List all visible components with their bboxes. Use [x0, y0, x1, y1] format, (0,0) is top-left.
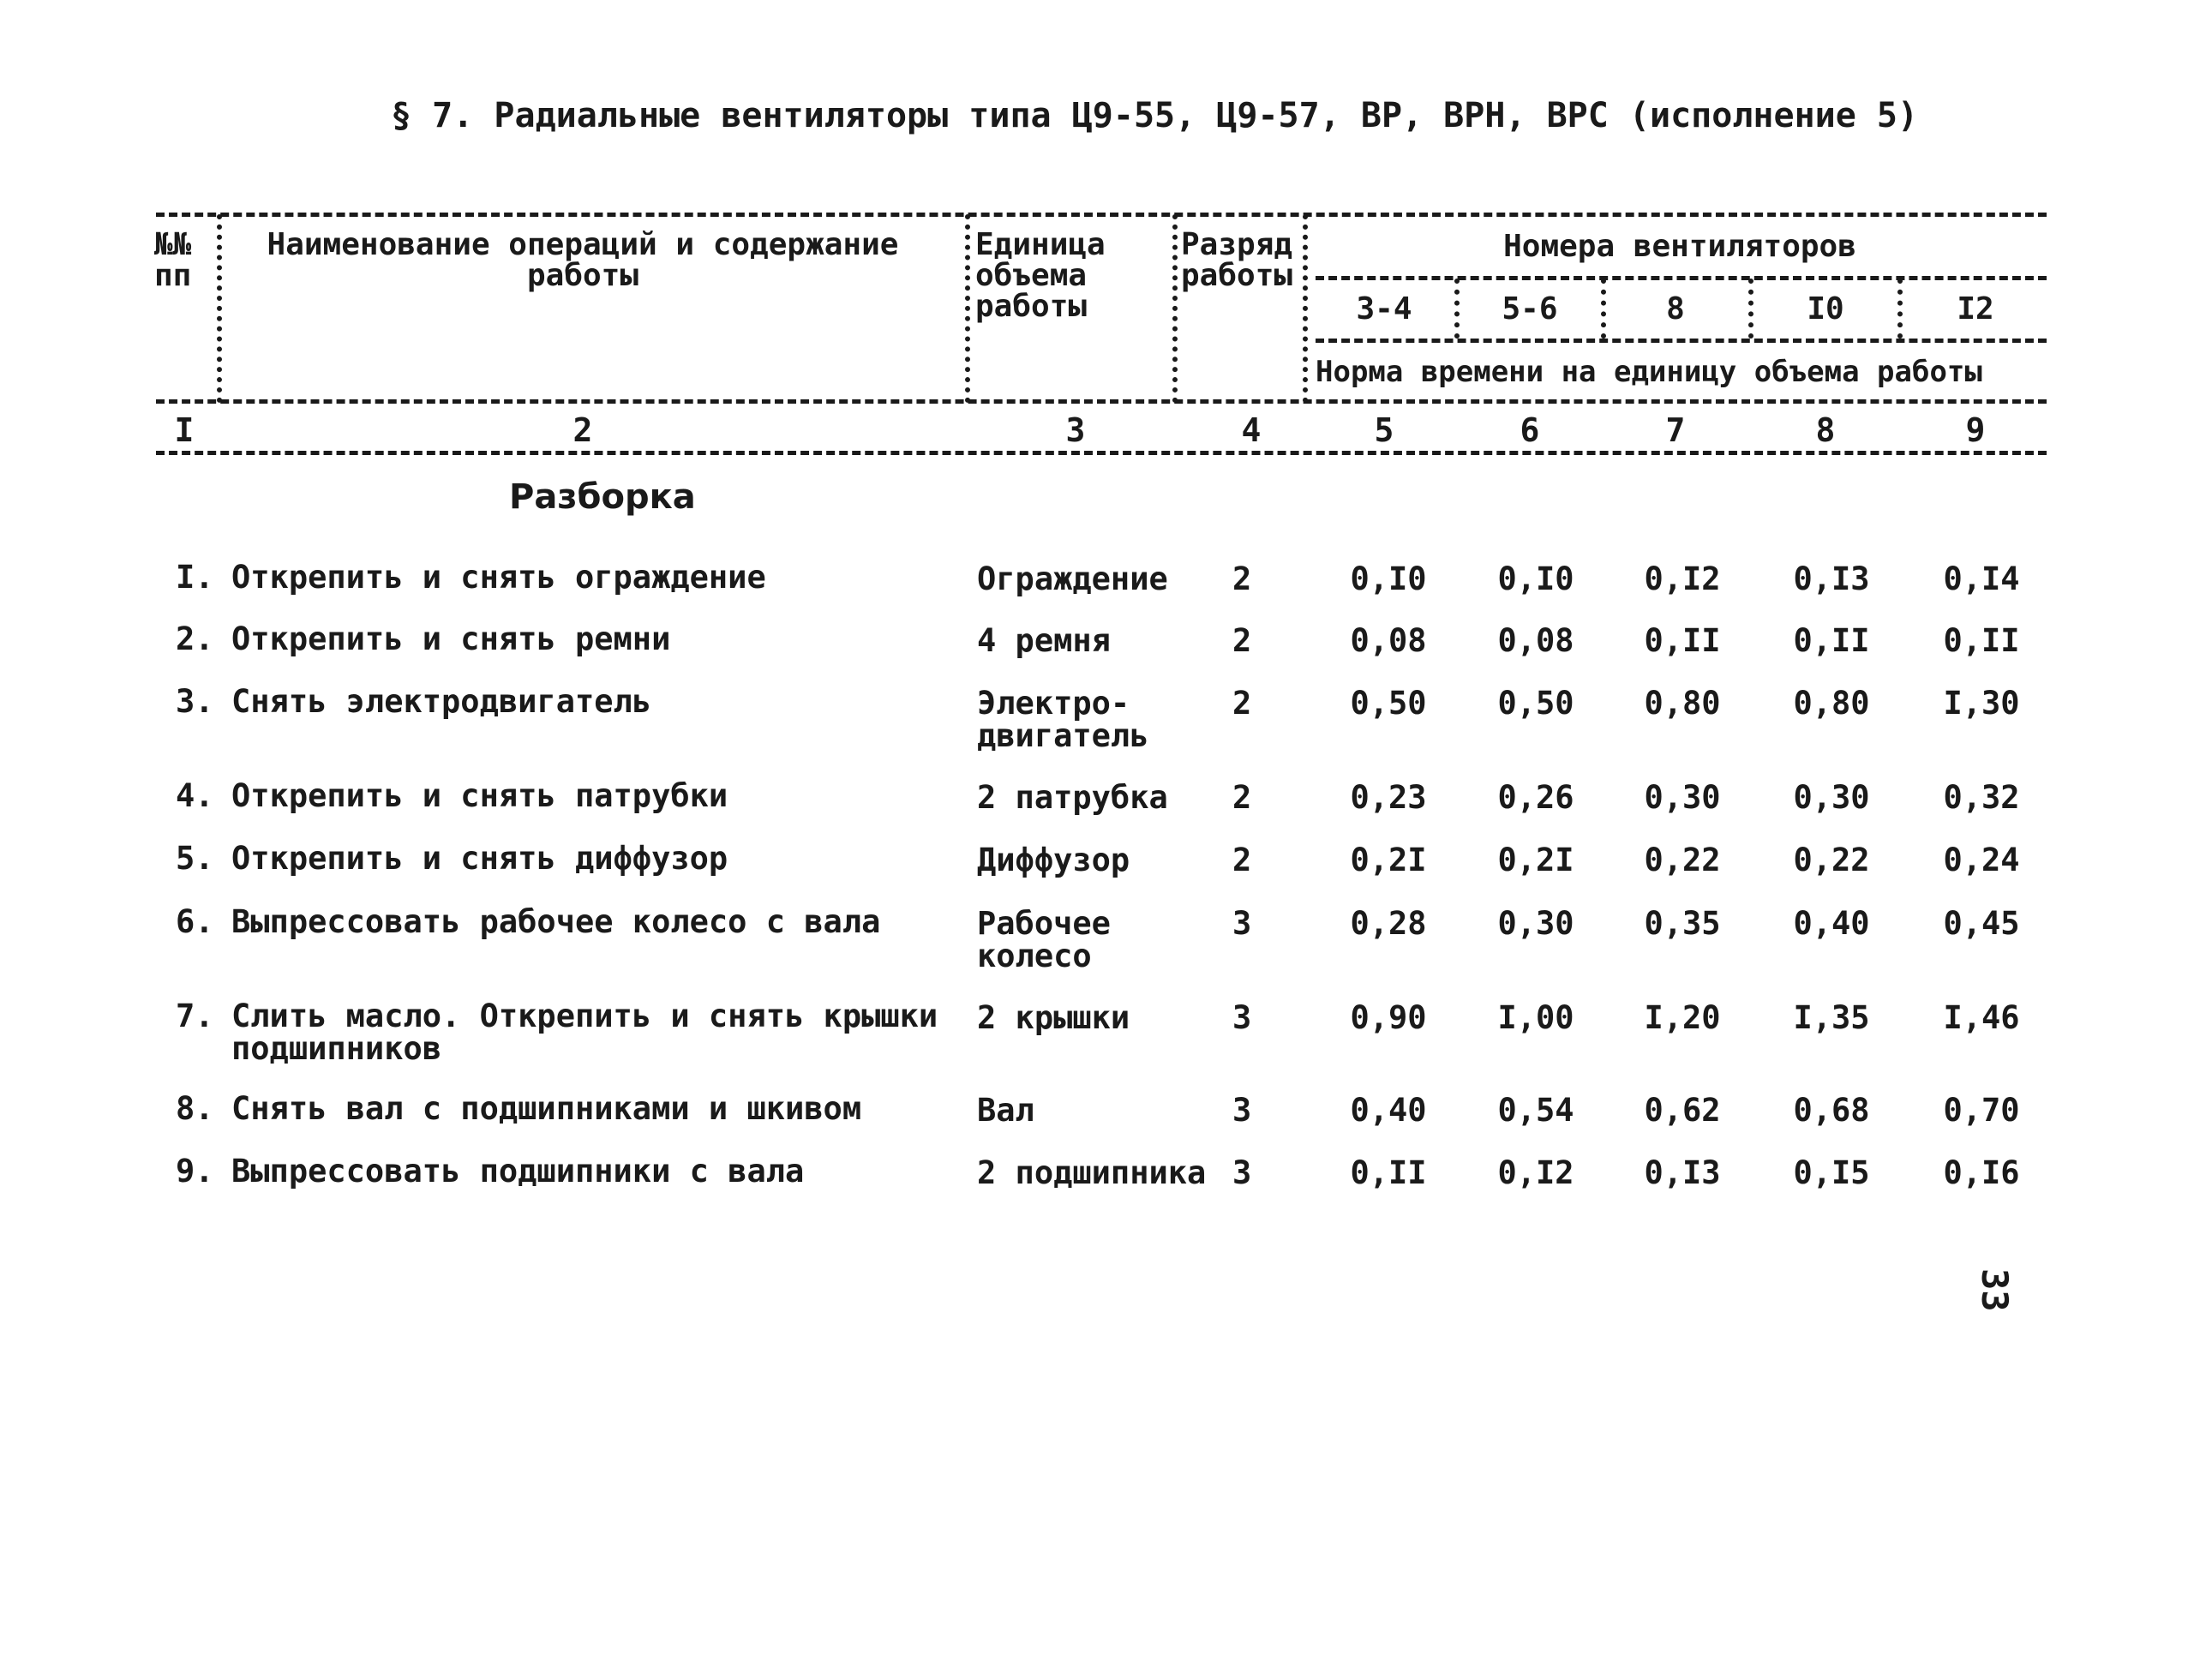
row-value: I,20 — [1644, 999, 1721, 1036]
row-number: 4. — [176, 777, 214, 814]
header-fans-group: Номера вентиляторов — [1503, 229, 1856, 264]
row-value: 0,28 — [1350, 905, 1427, 942]
row-value: 0,70 — [1943, 1092, 2020, 1129]
column-number: 4 — [1241, 411, 1262, 449]
row-operation: Выпрессовать рабочее колесо с вала — [231, 903, 881, 940]
row-number: 9. — [176, 1153, 214, 1190]
column-numbers-rule — [156, 451, 2047, 455]
row-value: 0,30 — [1793, 779, 1870, 816]
row-operation: Открепить и снять ремни — [231, 620, 671, 657]
row-value: 0,80 — [1644, 685, 1721, 722]
row-number: 5. — [176, 840, 214, 877]
row-grade: 3 — [1232, 1092, 1252, 1129]
row-value: 0,50 — [1497, 685, 1574, 722]
header-grade: Разряд работы — [1181, 227, 1293, 293]
row-value: 0,54 — [1497, 1092, 1574, 1129]
row-value: 0,30 — [1644, 779, 1721, 816]
row-value: 0,I2 — [1497, 1154, 1574, 1191]
row-number: 2. — [176, 620, 214, 657]
row-value: 0,80 — [1793, 685, 1870, 722]
row-operation: Открепить и снять ограждение — [231, 559, 766, 596]
row-number: 6. — [176, 903, 214, 940]
column-number: I — [174, 411, 195, 449]
fan-number-2: 5-6 — [1502, 291, 1558, 327]
fan-divider-4 — [1897, 279, 1903, 339]
row-value: 0,40 — [1793, 905, 1870, 942]
row-value: 0,I0 — [1497, 560, 1574, 597]
document-title: § 7. Радиальные вентиляторы типа Ц9-55, Ц9-57, ВР, ВРН, ВРС (исполнение 5) — [391, 96, 1919, 135]
row-operation: Слить масло. Открепить и снять крышки подшипников — [231, 998, 938, 1067]
column-number: 6 — [1520, 411, 1540, 449]
column-number: 8 — [1815, 411, 1836, 449]
header-divider-3 — [1172, 214, 1178, 403]
row-value: 0,68 — [1793, 1092, 1870, 1129]
row-value: I,35 — [1793, 999, 1870, 1036]
row-value: 0,I5 — [1793, 1154, 1870, 1191]
row-unit: Вал — [977, 1092, 1034, 1129]
row-value: 0,08 — [1350, 622, 1427, 659]
row-value: 0,62 — [1644, 1092, 1721, 1129]
row-value: 0,I2 — [1644, 560, 1721, 597]
header-unit: Единица объема работы — [975, 227, 1106, 324]
row-value: 0,22 — [1793, 842, 1870, 878]
row-value: 0,I3 — [1793, 560, 1870, 597]
fan-number-5: I2 — [1957, 291, 1994, 327]
row-value: 0,II — [1644, 622, 1721, 659]
fan-divider-1 — [1454, 279, 1460, 339]
column-number: 3 — [1065, 411, 1086, 449]
row-value: 0,26 — [1497, 779, 1574, 816]
row-unit: 2 крышки — [977, 999, 1130, 1036]
row-operation: Снять электродвигатель — [231, 683, 652, 720]
row-value: 0,II — [1793, 622, 1870, 659]
row-grade: 2 — [1232, 560, 1252, 597]
fan-divider-3 — [1748, 279, 1753, 339]
header-top-rule — [156, 213, 2047, 217]
row-value: 0,I0 — [1350, 560, 1427, 597]
column-number: 7 — [1665, 411, 1686, 449]
header-operation: Наименование операций и содержание работы — [267, 227, 899, 293]
row-value: I,46 — [1943, 999, 2020, 1036]
row-value: 0,II — [1943, 622, 2020, 659]
header-bottom-rule — [156, 399, 2047, 404]
row-value: 0,2I — [1350, 842, 1427, 878]
fan-number-1: 3-4 — [1356, 291, 1412, 327]
row-value: 0,30 — [1497, 905, 1574, 942]
row-number: I. — [176, 559, 214, 596]
row-value: 0,45 — [1943, 905, 2020, 942]
row-grade: 3 — [1232, 1154, 1252, 1191]
row-value: 0,I3 — [1644, 1154, 1721, 1191]
column-number: 2 — [572, 411, 593, 449]
row-grade: 2 — [1232, 779, 1252, 816]
row-operation: Открепить и снять диффузор — [231, 840, 728, 877]
row-value: 0,32 — [1943, 779, 2020, 816]
row-value: 0,I6 — [1943, 1154, 2020, 1191]
row-value: 0,35 — [1644, 905, 1721, 942]
row-value: 0,24 — [1943, 842, 2020, 878]
row-value: I,30 — [1943, 685, 2020, 722]
column-number: 5 — [1374, 411, 1394, 449]
row-number: 8. — [176, 1090, 214, 1127]
row-number: 7. — [176, 998, 214, 1034]
row-value: 0,II — [1350, 1154, 1427, 1191]
row-grade: 2 — [1232, 622, 1252, 659]
header-divider-4 — [1303, 214, 1308, 403]
column-number: 9 — [1965, 411, 1986, 449]
row-value: 0,2I — [1497, 842, 1574, 878]
row-value: 0,50 — [1350, 685, 1427, 722]
fan-number-4: I0 — [1807, 291, 1844, 327]
section-title: Разборка — [509, 477, 696, 517]
row-unit: 2 патрубка — [977, 779, 1168, 816]
row-unit: Электро- двигатель — [977, 685, 1149, 754]
row-value: 0,I4 — [1943, 560, 2020, 597]
row-unit: 4 ремня — [977, 622, 1111, 659]
row-grade: 3 — [1232, 999, 1252, 1036]
row-value: 0,08 — [1497, 622, 1574, 659]
page-number: 33 — [1974, 1268, 2016, 1312]
fan-number-3: 8 — [1666, 291, 1685, 327]
row-operation: Выпрессовать подшипники с вала — [231, 1153, 805, 1190]
row-unit: Диффузор — [977, 842, 1130, 878]
fan-divider-2 — [1601, 279, 1606, 339]
header-norm: Норма времени на единицу объема работы — [1316, 355, 1982, 389]
row-grade: 2 — [1232, 842, 1252, 878]
header-divider-2 — [965, 214, 970, 403]
header-divider-1 — [217, 214, 222, 403]
row-value: 0,23 — [1350, 779, 1427, 816]
row-value: 0,90 — [1350, 999, 1427, 1036]
row-value: 0,40 — [1350, 1092, 1427, 1129]
row-grade: 2 — [1232, 685, 1252, 722]
header-num: №№ пп — [154, 227, 192, 293]
row-value: 0,22 — [1644, 842, 1721, 878]
row-unit: Рабочее колесо — [977, 905, 1111, 974]
row-number: 3. — [176, 683, 214, 720]
header-norm-rule — [1316, 339, 2047, 343]
row-grade: 3 — [1232, 905, 1252, 942]
row-operation: Снять вал с подшипниками и шкивом — [231, 1090, 862, 1127]
header-fan-rule — [1316, 276, 2047, 280]
row-operation: Открепить и снять патрубки — [231, 777, 728, 814]
row-unit: Ограждение — [977, 560, 1168, 597]
row-unit: 2 подшипника — [977, 1154, 1207, 1191]
row-value: I,00 — [1497, 999, 1574, 1036]
